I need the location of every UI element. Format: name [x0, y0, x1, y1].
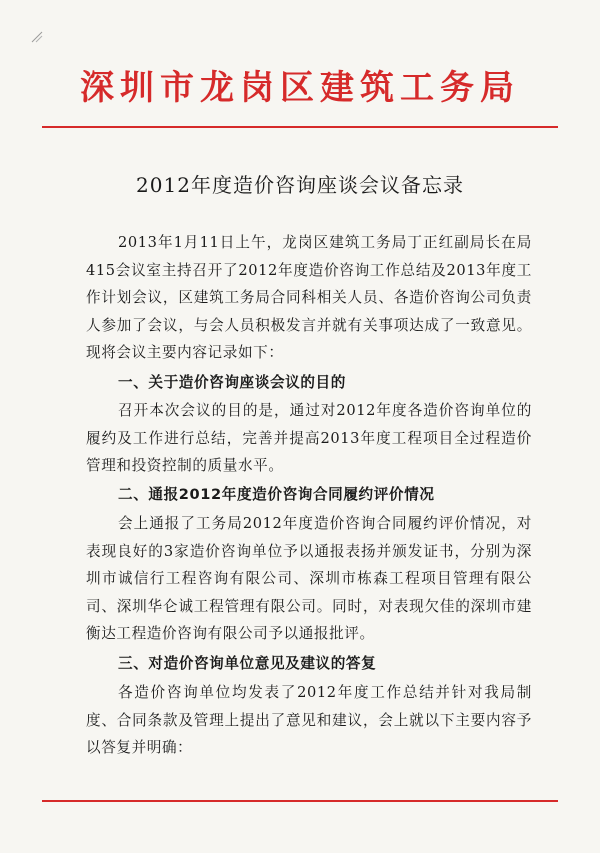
section-body-evaluation: 会上通报了工务局2012年度造价咨询合同履约评价情况，对表现良好的3家造价咨询单位予以通报表扬并颁发证书，分别为深圳市诚信行工程咨询有限公司、深圳市栋森工程项目管理有限公司、深圳华仑诚工程管理有限公司。同时，对表现欠佳的深圳市建衡达工程造价咨询有限公司予以通报批评。 [86, 515, 532, 642]
section-body-purpose: 召开本次会议的目的是，通过对2012年度各造价咨询单位的履约及工作进行总结，完善并提高2013年度工程项目全过程造价管理和投资控制的质量水平。 [86, 402, 532, 474]
section-heading-replies: 三、对造价咨询单位意见及建议的答复 [118, 655, 377, 672]
section-heading-purpose: 一、关于造价咨询座谈会议的目的 [118, 374, 346, 391]
document-title: 2012年度造价咨询座谈会议备忘录 [136, 173, 464, 197]
letterhead-divider [42, 126, 558, 128]
section-body-replies: 各造价咨询单位均发表了2012年度工作总结并针对我局制度、合同条款及管理上提出了意见和建议，会上就以下主要内容予以答复并明确： [86, 684, 532, 756]
section-heading-evaluation: 二、通报2012年度造价咨询合同履约评价情况 [118, 486, 435, 503]
footer-divider [42, 800, 558, 802]
organization-letterhead: 深圳市龙岗区建筑工务局 [80, 68, 520, 108]
intro-paragraph: 2013年1月11日上午，龙岗区建筑工务局丁正红副局长在局415会议室主持召开了2012年度造价咨询工作总结及2013年度工作计划会议，区建筑工务局合同科相关人员、各造价咨询公司负责人参加了会议，与会人员积极发言并就有关事项达成了一致意见。现将会议主要内容记录如下： [86, 234, 532, 361]
corner-mark-icon [30, 30, 44, 44]
